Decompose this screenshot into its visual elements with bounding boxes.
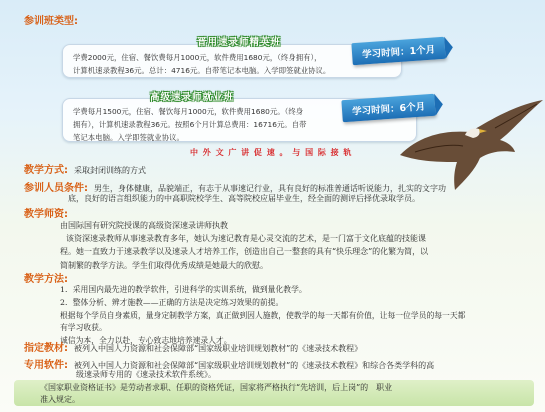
teachers-label: 教学师资: [24, 209, 68, 220]
teachers-line-3: 程。她一直致力于速录教学以及速录人才培养工作，创造出自己一整套的具有“快乐理念”的化繁为简，以 [60, 247, 429, 257]
class-2-duration-badge: 学习时间：6个月 [341, 94, 435, 122]
methods-item-2: 2．整体分析、辨才施教——正确的方法是决定练习效果的前提。 [60, 297, 284, 307]
class-1-line-1: 学费2000元，住宿、餐饮费每月1000元，软件费用1680元，（终身拥有）， [73, 53, 322, 62]
methods-label: 教学方法: [24, 274, 68, 285]
class-types-heading: 参训班类型: [24, 16, 78, 27]
material-text: 被列入中国人力资源和社会保障部“国家级职业培训规划教材”的《速录技术教程》 [74, 344, 363, 353]
class-2-line-2: 拥有），计算机速录教程36元。按照6个月计算总费用：16716元。自带 [73, 120, 307, 129]
teachers-line-1: 由国际国有研究院授课的高级资深速录讲师执教 [60, 221, 228, 230]
methods-item-1: 1．采用国内最先进的教学软件，引进科学的实训系统，做到量化教学。 [60, 285, 307, 294]
teaching-method-row [24, 161, 146, 176]
software-label: 专用软件: [24, 360, 68, 371]
class-2-line-3: 笔记本电脑。入学即签就业协议。 [73, 133, 184, 142]
teachers-line-4: 简制繁的教学方法。学生们取得优秀成绩是她最大的欣慰。 [60, 260, 268, 270]
software-line-1: 被列入中国人力资源和社会保障部“国家级职业培训规划教材”的《速录技术教程》和综合各类学科的高 [74, 361, 435, 370]
class-1-line-2: 计算机速录教程36元。总计：4716元。自带笔记本电脑。入学即签就业协议。 [73, 66, 331, 75]
software-line-2: 级速录师专用的《速录技术软件系统》。 [76, 370, 216, 379]
trainees-line-1: 男生，身体健康，品貌端正，有志于从事速记行业，具有良好的标准普通话听说能力，扎实的文字功 [94, 184, 446, 193]
slogan: 中 外 文 广 讲 促 速 。 与 国 际 接 轨 [190, 148, 353, 157]
teaching-method-text: 采取封闭训练的方式 [74, 166, 146, 175]
class-1-title: 晋用速录师精英班 [197, 37, 282, 48]
trainees-row [24, 179, 446, 194]
methods-item-4: 有学习收获。 [60, 323, 107, 333]
trainees-label: 参训人员条件: [24, 183, 88, 194]
footer-line-2: 准入规定。 [40, 395, 80, 404]
class-2-title: 高级速录师就业班 [150, 92, 235, 103]
class-1-duration-badge: 学习时间：1个月 [351, 37, 445, 65]
trainees-line-2: 底，良好的语言组织能力的中高职院校学生、高等院校应届毕业生，经全面的测评后择优录取学员。 [68, 194, 420, 203]
methods-item-5: 诚信为本，全力以赴，专心致志地培养速录人才。 [60, 336, 232, 346]
footer-line-1: 《国家职业资格证书》是劳动者求职、任职的资格凭证，国家将严格执行“先培训，后上岗”的 职业 [40, 383, 393, 392]
methods-item-3: 根据每个学员自身素质，量身定制教学方案，真正做到因人施教，使教学的每一天都有价值，让每一位学员的每一天都 [60, 310, 466, 320]
footer-text [40, 382, 510, 406]
teachers-paragraph [60, 219, 530, 272]
teaching-method-label: 教学方式: [24, 165, 68, 176]
material-label: 指定教材: [24, 343, 68, 354]
material-row [24, 339, 362, 354]
class-2-line-1: 学费每月1500元，住宿、餐饮每月1000元，软件费用1680元。（终身 [73, 107, 304, 116]
teachers-line-2: 该资深速录教师从事速录教育多年，她认为速记教育是心灵交流的艺术，是一门富于文化底蕴的技能课 [66, 234, 426, 244]
